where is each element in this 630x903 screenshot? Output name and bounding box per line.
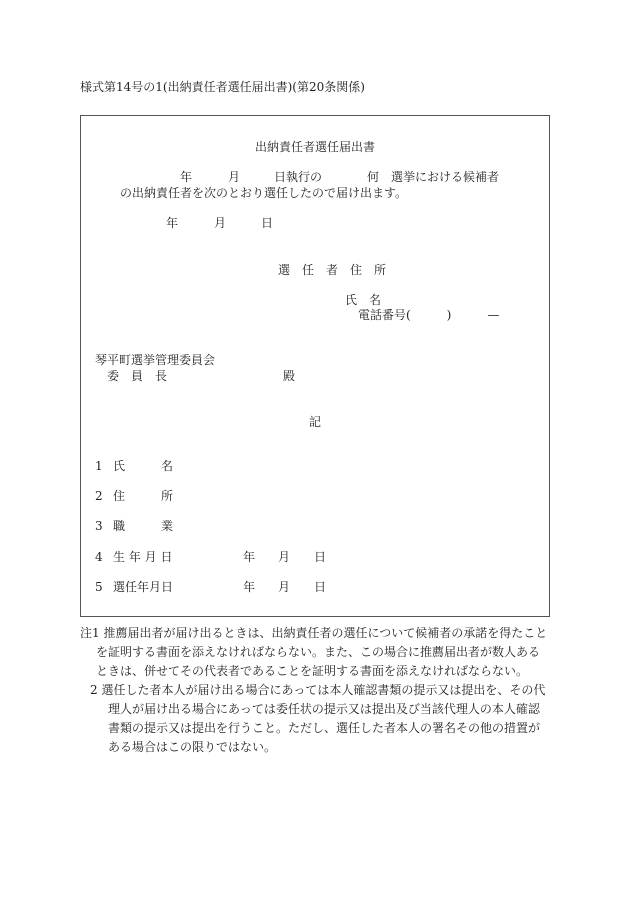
notes-section: [80, 624, 550, 757]
form-title: 出納責任者選任届出書: [255, 140, 376, 154]
appointer-address-label: 選 任 者 住 所: [278, 263, 387, 277]
intro-election: 何 選挙における候補者: [367, 170, 500, 184]
date-month: 月: [214, 216, 227, 230]
item-4-year: 年: [243, 550, 256, 564]
intro-line2: の出納責任者を次のとおり選任したので届け出ます。: [120, 186, 408, 200]
note-1-text: 推薦届出者が届け出るときは、出納責任者の選任について候補者の承諾を得たことを証明する書面を添えなければならない。また、この場合に推薦届出者が数人あるときは、併せてその代表者であることを証明する書面を添えなければならない。: [96, 626, 548, 678]
item-1-label: 氏 名: [113, 459, 174, 473]
item-4-month: 月: [278, 550, 291, 564]
item-5-num: 5: [95, 580, 103, 594]
honorific: 殿: [283, 369, 296, 383]
date-year: 年: [166, 216, 179, 230]
note-2: [80, 681, 550, 757]
item-3-num: 3: [95, 519, 103, 533]
item-5-day: 日: [314, 580, 327, 594]
addressee-org: 琴平町選挙管理委員会: [95, 353, 216, 367]
item-5-year: 年: [243, 580, 256, 594]
phone-label: 電話番号( ) —: [358, 308, 500, 322]
item-5-month: 月: [278, 580, 291, 594]
date-day: 日: [261, 216, 274, 230]
note-2-mark: 2: [90, 683, 98, 697]
note-1: [80, 624, 550, 681]
appointer-name-label: 氏 名: [345, 293, 382, 307]
intro-day-exec: 日執行の: [274, 170, 323, 184]
item-4-num: 4: [95, 550, 103, 564]
addressee-chair: 委 員 長: [107, 369, 168, 383]
note-2-text: 選任した者本人が届け出る場合にあっては本人確認書類の提示又は提出を、その代理人が届け出る場合にあっては委任状の提示又は提出及び当該代理人の本人確認書類の提示又は提出を行うこと。ただし、選任した者本人の署名その他の措置がある場合はこの限りではない。: [101, 683, 546, 754]
item-2-num: 2: [95, 489, 103, 503]
intro-year: 年: [180, 170, 193, 184]
item-2-label: 住 所: [113, 489, 174, 503]
item-4-day: 日: [314, 550, 327, 564]
item-4-label: 生 年 月 日: [113, 550, 173, 564]
ki-mark: 記: [309, 415, 322, 429]
item-5-label: 選任年月日: [113, 580, 174, 594]
intro-month: 月: [228, 170, 241, 184]
form-header: 様式第14号の1(出納責任者選任届出書)(第20条関係): [80, 80, 365, 94]
item-3-label: 職 業: [113, 519, 174, 533]
item-1-num: 1: [95, 459, 103, 473]
note-1-mark: 注1: [80, 626, 100, 640]
